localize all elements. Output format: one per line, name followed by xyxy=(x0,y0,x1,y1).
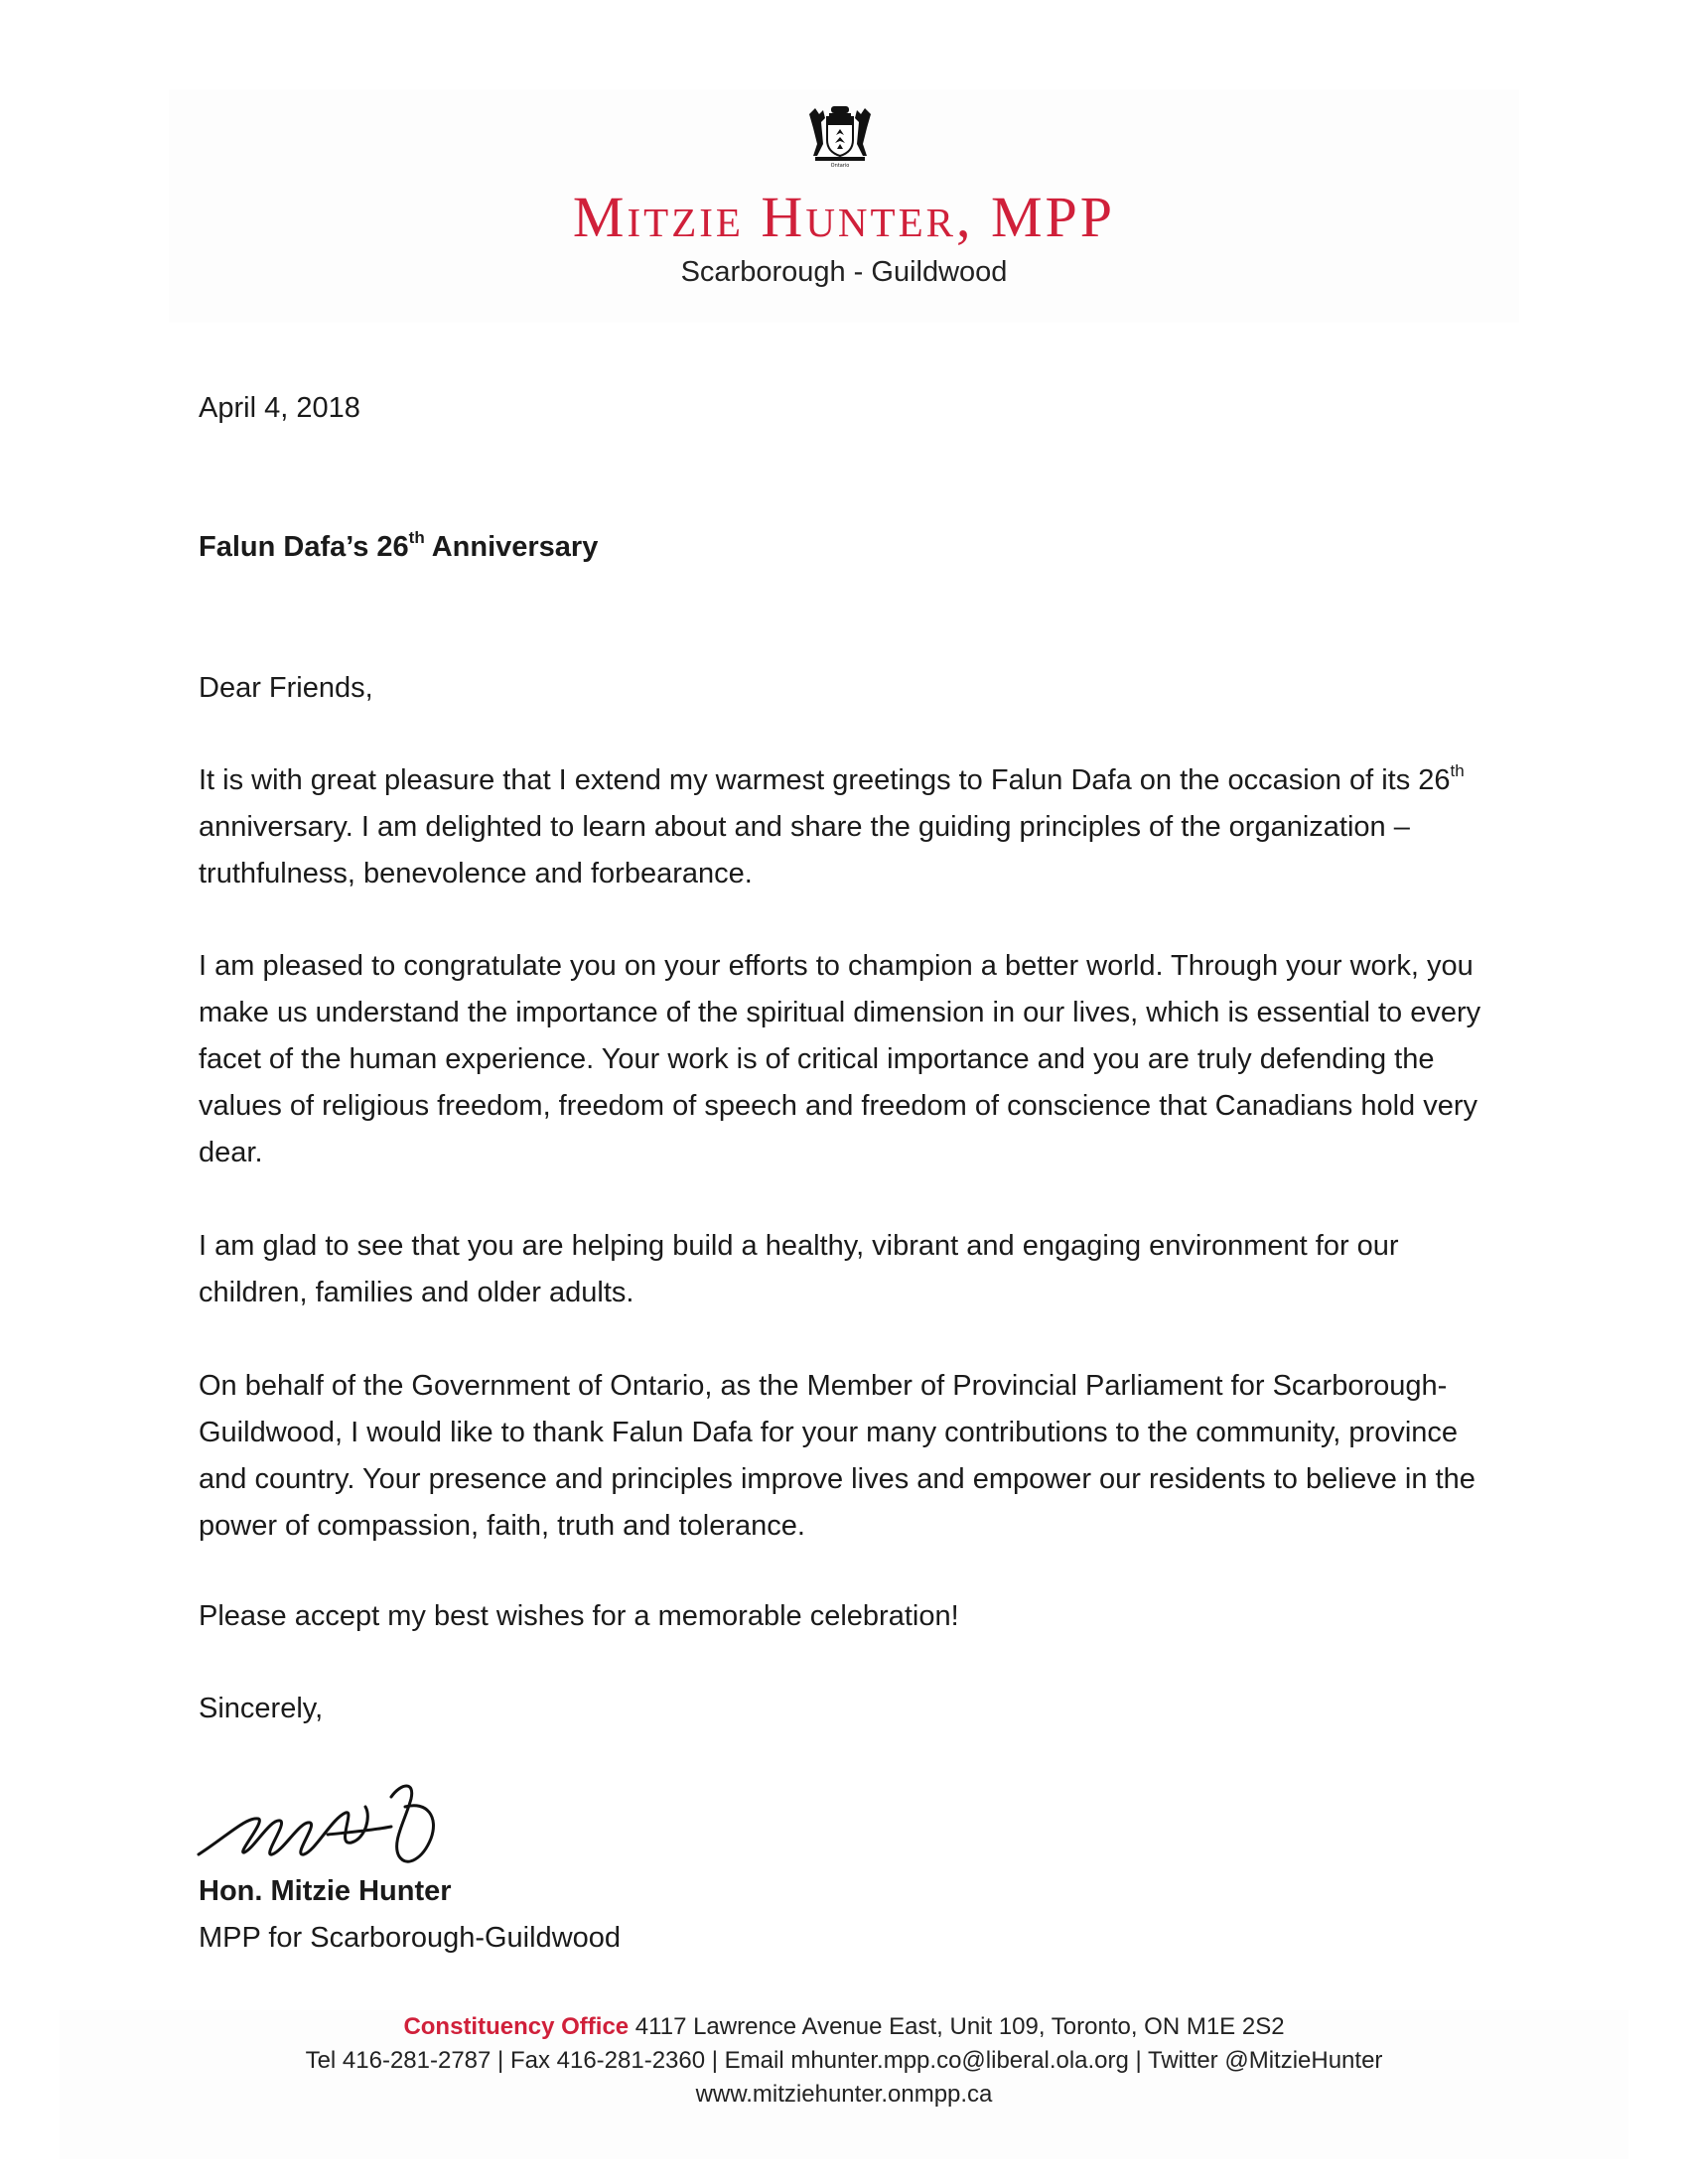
letterhead-riding: Scarborough - Guildwood xyxy=(680,256,1008,288)
signer-name: Hon. Mitzie Hunter xyxy=(199,1875,452,1907)
paragraph-3: I am glad to see that you are helping build a healthy, vibrant and engaging environment for our children, families and older adults. xyxy=(199,1230,1399,1308)
footer-contacts: Tel 416-281-2787 | Fax 416-281-2360 | Email mhunter.mpp.co@liberal.ola.org | Twitter @MitzieHunter xyxy=(305,2047,1383,2074)
svg-text:Ontario: Ontario xyxy=(830,163,850,168)
footer xyxy=(60,2010,1628,2159)
footer-address-text: 4117 Lawrence Avenue East, Unit 109, Toronto, ON M1E 2S2 xyxy=(629,2013,1285,2040)
letter-date: April 4, 2018 xyxy=(199,392,360,424)
salutation: Dear Friends, xyxy=(199,672,373,704)
footer-office-label: Constituency Office xyxy=(403,2013,630,2040)
paragraph-5: Please accept my best wishes for a memorable celebration! xyxy=(199,1600,959,1632)
closing: Sincerely, xyxy=(199,1693,324,1724)
signature-image xyxy=(197,1777,465,1876)
signer-title: MPP for Scarborough-Guildwood xyxy=(199,1922,622,1954)
paragraph-2: I am pleased to congratulate you on your efforts to champion a better world. Through your work, you make us understand the importance of the spiritual dimension in our lives, which is essential to every facet of the human experience. Your work is of critical importance and you are truly defending the values of religious freedom, freedom of speech and freedom of conscience that Canadians hold very dear. xyxy=(199,950,1481,1168)
paragraph-1: It is with great pleasure that I extend my warmest greetings to Falun Dafa on the occasion of its 26th anniversary. I am delighted to learn about and share the guiding principles of the organization – truthfulness, benevolence and forbearance. xyxy=(199,761,1465,889)
footer-address xyxy=(60,2010,1628,2044)
ontario-coat-of-arms-icon xyxy=(805,104,875,168)
paragraph-4: On behalf of the Government of Ontario, as the Member of Provincial Parliament for Scarborough-Guildwood, I would like to thank Falun Dafa for your many contributions to the community, province and country. Your presence and principles improve lives and empower our residents to believe in the power of compassion, faith, truth and tolerance. xyxy=(199,1370,1476,1542)
footer-website: www.mitziehunter.onmpp.ca xyxy=(695,2081,993,2108)
letterhead-name: Mitzie Hunter, MPP xyxy=(572,185,1116,249)
letter-subject: Falun Dafa’s 26th Anniversary xyxy=(199,528,599,563)
